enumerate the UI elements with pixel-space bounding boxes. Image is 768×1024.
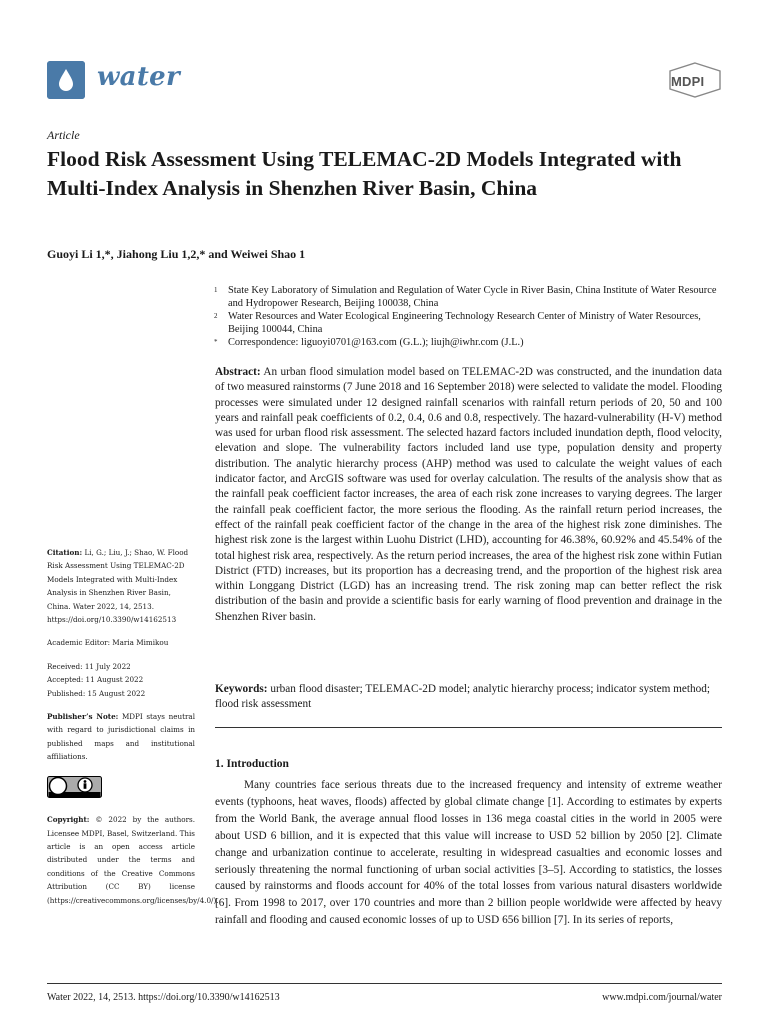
author-list: Guoyi Li 1,*, Jiahong Liu 1,2,* and Weiwei Shao 1 (47, 247, 306, 261)
academic-editor: Academic Editor: Maria Mimikou (47, 638, 169, 648)
copyright-text: © 2022 by the authors. Licensee MDPI, Basel, Switzerland. This article is an open access article distributed under the terms and conditions of the Creative Commons Attribution (CC BY) license (https://creativecommons.org/licenses/by/4.0/). (47, 815, 219, 905)
copyright-block (47, 813, 219, 907)
cc-by-icon[interactable] (47, 776, 102, 798)
article-title: Flood Risk Assessment Using TELEMAC-2D Models Integrated with Multi-Index Analysis in Shenzhen River Basin, China (47, 147, 682, 200)
citation-block (47, 546, 195, 626)
correspondence-item (214, 336, 724, 349)
article-type: Article (47, 128, 80, 142)
keywords (215, 682, 722, 713)
citation-text: Li, G.; Liu, J.; Shao, W. Flood Risk Assessment Using TELEMAC-2D Models Integrated with Multi-Index Analysis in Shenzhen River Basin, China. Water 2022, 14, 2513. https://doi.org/10.3390/w14162513 (47, 548, 189, 625)
introduction-paragraph: Many countries face serious threats due to the increased frequency and intensity of extreme weather events (typhoons, heat waves, floods) affected by global climate change [1]. According to estimates by experts from the World Bank, the average annual flood losses in 136 mega coastal cities in the world in 2005 were about USD 6 billion, and it is expected that this value will increase to USD 52 billion by 2050 [2]. Climate change and urbanization continue to accelerate, resulting in widespread casualties and economic losses and seriously threatening the normal functioning of urban social activities [3–5]. According to statistics, the losses caused by rainstorms and floods account for 40% of the total losses from various natural disasters worldwide [6]. From 1998 to 2017, over 170 countries and more than 2 billion people worldwide were affected by heavy rainfall and flooding and caused economic losses of up to USD 656 billion [7]. In its series of reports, (215, 779, 722, 927)
keywords-text: urban flood disaster; TELEMAC-2D model; analytic hierarchy process; indicator system method; flood risk assessment (215, 683, 710, 711)
publisher-note-label: Publisher’s Note: (47, 712, 119, 722)
abstract (215, 365, 722, 625)
affiliation-text: Water Resources and Water Ecological Engineering Technology Research Center of Ministry of Water Resources, Beijing 100044, China (228, 311, 701, 335)
publisher-name: MDPI (671, 74, 705, 89)
footer-divider (47, 983, 722, 984)
water-logo-icon (47, 61, 85, 99)
affiliation-text: State Key Laboratory of Simulation and Regulation of Water Cycle in River Basin, China Institute of Water Resource and Hydropower Research, Beijing 100038, China (228, 285, 717, 309)
footer-citation: Water 2022, 14, 2513. https://doi.org/10.3390/w14162513 (47, 992, 280, 1003)
journal-name: water (97, 62, 180, 92)
accepted-date: Accepted: 11 August 2022 (47, 675, 144, 685)
affiliation-item (214, 284, 724, 310)
publisher-note-text: MDPI stays neutral with regard to jurisdictional claims in published maps and institutional affiliations. (47, 712, 195, 762)
affiliation-mark: * (214, 338, 218, 346)
affiliation-item (214, 310, 724, 336)
section-divider (215, 727, 722, 728)
correspondence-text: Correspondence: liguoyi0701@163.com (G.L.); liujh@iwhr.com (J.L.) (228, 337, 524, 348)
affiliation-mark: 1 (214, 286, 218, 294)
article-info-sidebar (47, 546, 219, 907)
affiliation-mark: 2 (214, 312, 218, 320)
affiliations (214, 284, 724, 349)
section-heading: 1. Introduction (215, 758, 289, 770)
citation-label: Citation: (47, 548, 83, 557)
abstract-text: An urban flood simulation model based on TELEMAC-2D was constructed, and the inundation data of two measured rainstorms (7 June 2018 and 16 September 2018) were selected to validate the model. Flooding processes were simulated under 12 designed rainfall scenarios with rainfall return periods of 20, 50 and 100 years and rainfall peak coefficients of 0.2, 0.4, 0.6 and 0.8, respectively. The hazard-vulnerability (H-V) method was used for urban flood risk assessment. The selected hazard factors included inundation depth, flood velocity, elevation and slope. The vulnerability factors included land use type, population density and property distribution. The analytic hierarchy process (AHP) method was used to calculate the weight values of each indicator factor, and ArcGIS software was used for overlay calculation. The results of the analysis show that as the rainfall peak coefficient factor increases, the area of each risk zone increases to varying degrees. The larger the rainfall peak coefficient factor, the more serious the flooding. As the rainfall return period increases, the effect of the rainfall peak coefficient factor of the change in the area of the highest risk zone diminishes. The highest risk zone is the largest within Luohu District (LHD), accounting for 46.38%, 60.92% and 45.54% of the total highest risk area, respectively. As the return period increases, the area of the highest risk zone within Futian District (FTD) increases, but its proportion has a decreasing trend, and the proportion of the highest risk area within Longgang District (LGD) has an increasing trend. The risk zoning map can better reflect the risk distribution of the basin and provide a scientific basis for early warning of flood prevention and drainage in the Shenzhen River basin. (215, 366, 722, 623)
publisher-note (47, 710, 195, 764)
received-date: Received: 11 July 2022 (47, 661, 131, 671)
abstract-label: Abstract: (215, 366, 261, 378)
footer-journal-url[interactable]: www.mdpi.com/journal/water (602, 992, 722, 1003)
published-date: Published: 15 August 2022 (47, 688, 146, 698)
keywords-label: Keywords: (215, 683, 268, 695)
copyright-label: Copyright: (47, 815, 90, 825)
